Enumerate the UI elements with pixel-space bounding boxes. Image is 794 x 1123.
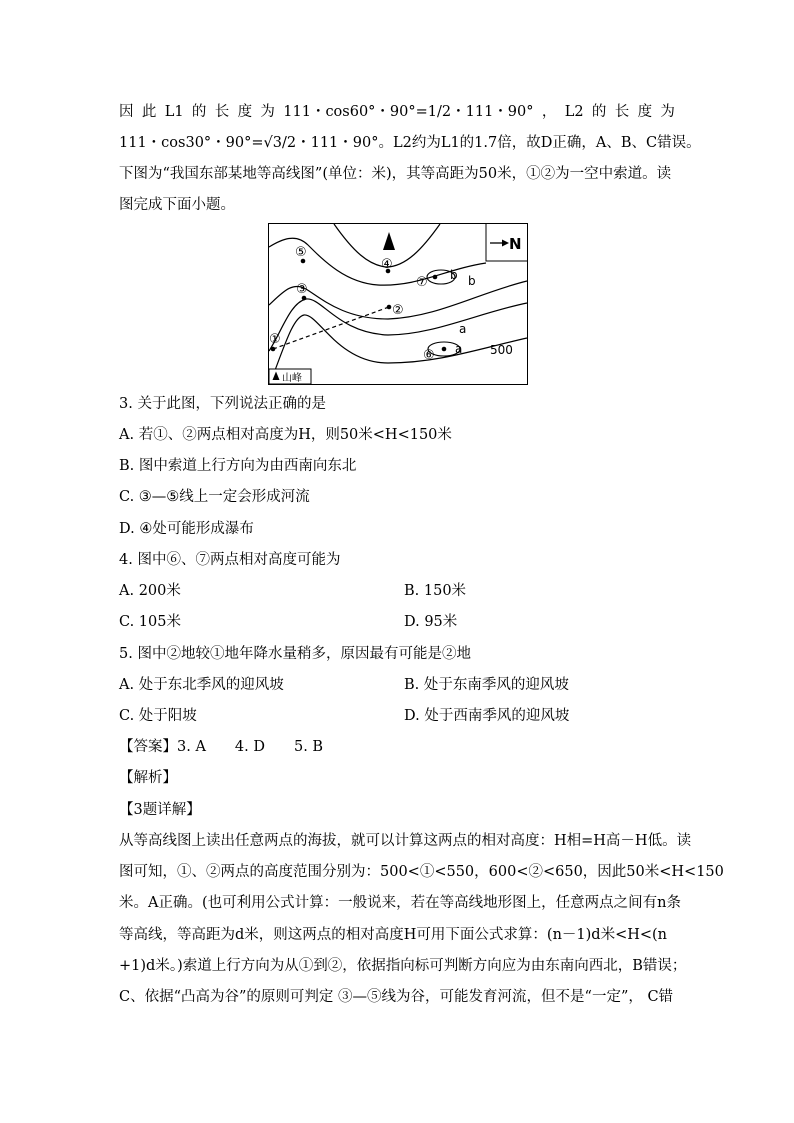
intro-token: 为 [660, 104, 675, 120]
analysis-line-6: C、依据“凸高为谷”的原则可判定 ③—⑤线为谷，可能发育河流，但不是“一定”， C错 [119, 989, 674, 1005]
north-label: N [509, 235, 522, 253]
question-5-option-d: D. 处于西南季风的迎风坡 [404, 708, 570, 724]
question-3-option-a: A. 若①、②两点相对高度为H，则50米<H<150米 [119, 427, 452, 443]
question-3-stem: 3. 关于此图，下列说法正确的是 [119, 396, 326, 412]
point-7-dot [433, 275, 438, 280]
point-6-dot [442, 347, 447, 352]
point-2-label: ② [392, 303, 404, 318]
analysis-line-2: 图可知，①、②两点的高度范围分别为：500<①<550，600<②<650，因此50米<H<150 [119, 864, 724, 880]
intro-token: 的 [591, 104, 607, 120]
intro-token: 长 [214, 104, 230, 120]
intro-token: 度 [637, 104, 653, 120]
question-5-stem: 5. 图中②地较①地年降水量稍多，原因最有可能是②地 [119, 646, 471, 662]
contour-value-500: 500 [490, 343, 513, 357]
question-3-option-d: D. ④处可能形成瀑布 [119, 521, 254, 537]
analysis-line-5: +1)d米。)索道上行方向为从①到②，依据指向标可判断方向应为由东南向西北，B错误； [119, 958, 687, 974]
question-4-option-d: D. 95米 [404, 614, 458, 630]
intro-token: 为 [260, 104, 275, 120]
point-7-label: ⑦ [416, 275, 428, 290]
question-5-option-b: B. 处于东南季风的迎风坡 [404, 677, 569, 693]
intro-token: 的 [191, 104, 207, 120]
intro-token: 此 [141, 104, 157, 120]
point-1-dot [271, 347, 276, 352]
point-2-dot [387, 305, 392, 310]
intro-token: 度 [237, 104, 253, 120]
intro-token: 长 [614, 104, 630, 120]
point-5-label: ⑤ [295, 245, 307, 260]
label-a-inner: a [455, 342, 463, 356]
analysis-heading: 【解析】 [119, 770, 177, 786]
question-5-option-a: A. 处于东北季风的迎风坡 [119, 677, 284, 693]
question-3-option-b: B. 图中索道上行方向为由西南向东北 [119, 458, 357, 474]
point-3-label: ③ [296, 282, 308, 297]
contour-map-svg [268, 223, 528, 385]
analysis-subheading: 【3题详解】 [119, 802, 201, 818]
analysis-line-1: 从等高线图上读出任意两点的海拔，就可以计算这两点的相对高度：H相=H高－H低。读 [119, 833, 692, 849]
question-4-option-a: A. 200米 [119, 583, 181, 599]
question-5-option-c: C. 处于阳坡 [119, 708, 197, 724]
intro-line-4: 图完成下面小题。 [119, 197, 235, 213]
legend [269, 369, 311, 384]
point-6-label: ⑥ [423, 348, 435, 363]
answer-line: 【答案】3. A 4. D 5. B [119, 739, 324, 755]
intro-token: L2 [564, 104, 584, 120]
question-4-stem: 4. 图中⑥、⑦两点相对高度可能为 [119, 552, 341, 568]
analysis-line-4: 等高线，等高距为d米，则这两点的相对高度H可用下面公式求算：(n－1)d米<H<(n [119, 927, 668, 943]
label-b-inner: b [450, 268, 458, 282]
intro-token: L1 [164, 104, 184, 120]
intro-token: ， [541, 104, 557, 120]
legend-text: 山峰 [282, 373, 302, 384]
point-4-label: ④ [381, 257, 393, 272]
point-1-label: ① [269, 332, 281, 347]
intro-line-2: 111・cos30°・90°=√3/2・111・90°。L2约为L1的1.7倍，故D正确，A、B、C错误。 [119, 135, 701, 151]
question-3-option-c: C. ③—⑤线上一定会形成河流 [119, 489, 310, 505]
intro-line-3: 下图为“我国东部某地等高线图”(单位：米)，其等高距为50米，①②为一空中索道。读 [119, 166, 672, 182]
intro-line-1 [119, 102, 675, 122]
contour-map-figure [268, 223, 528, 385]
question-4-option-b: B. 150米 [404, 583, 467, 599]
label-a-line: a [459, 322, 467, 336]
label-b-line: b [468, 274, 476, 288]
intro-token: 因 [119, 104, 134, 120]
intro-token: 111・cos60°・90°=1/2・111・90° [283, 104, 534, 120]
analysis-line-3: 米。A正确。(也可利用公式计算：一般说来，若在等高线地形图上，任意两点之间有n条 [119, 895, 681, 911]
question-4-option-c: C. 105米 [119, 614, 181, 630]
